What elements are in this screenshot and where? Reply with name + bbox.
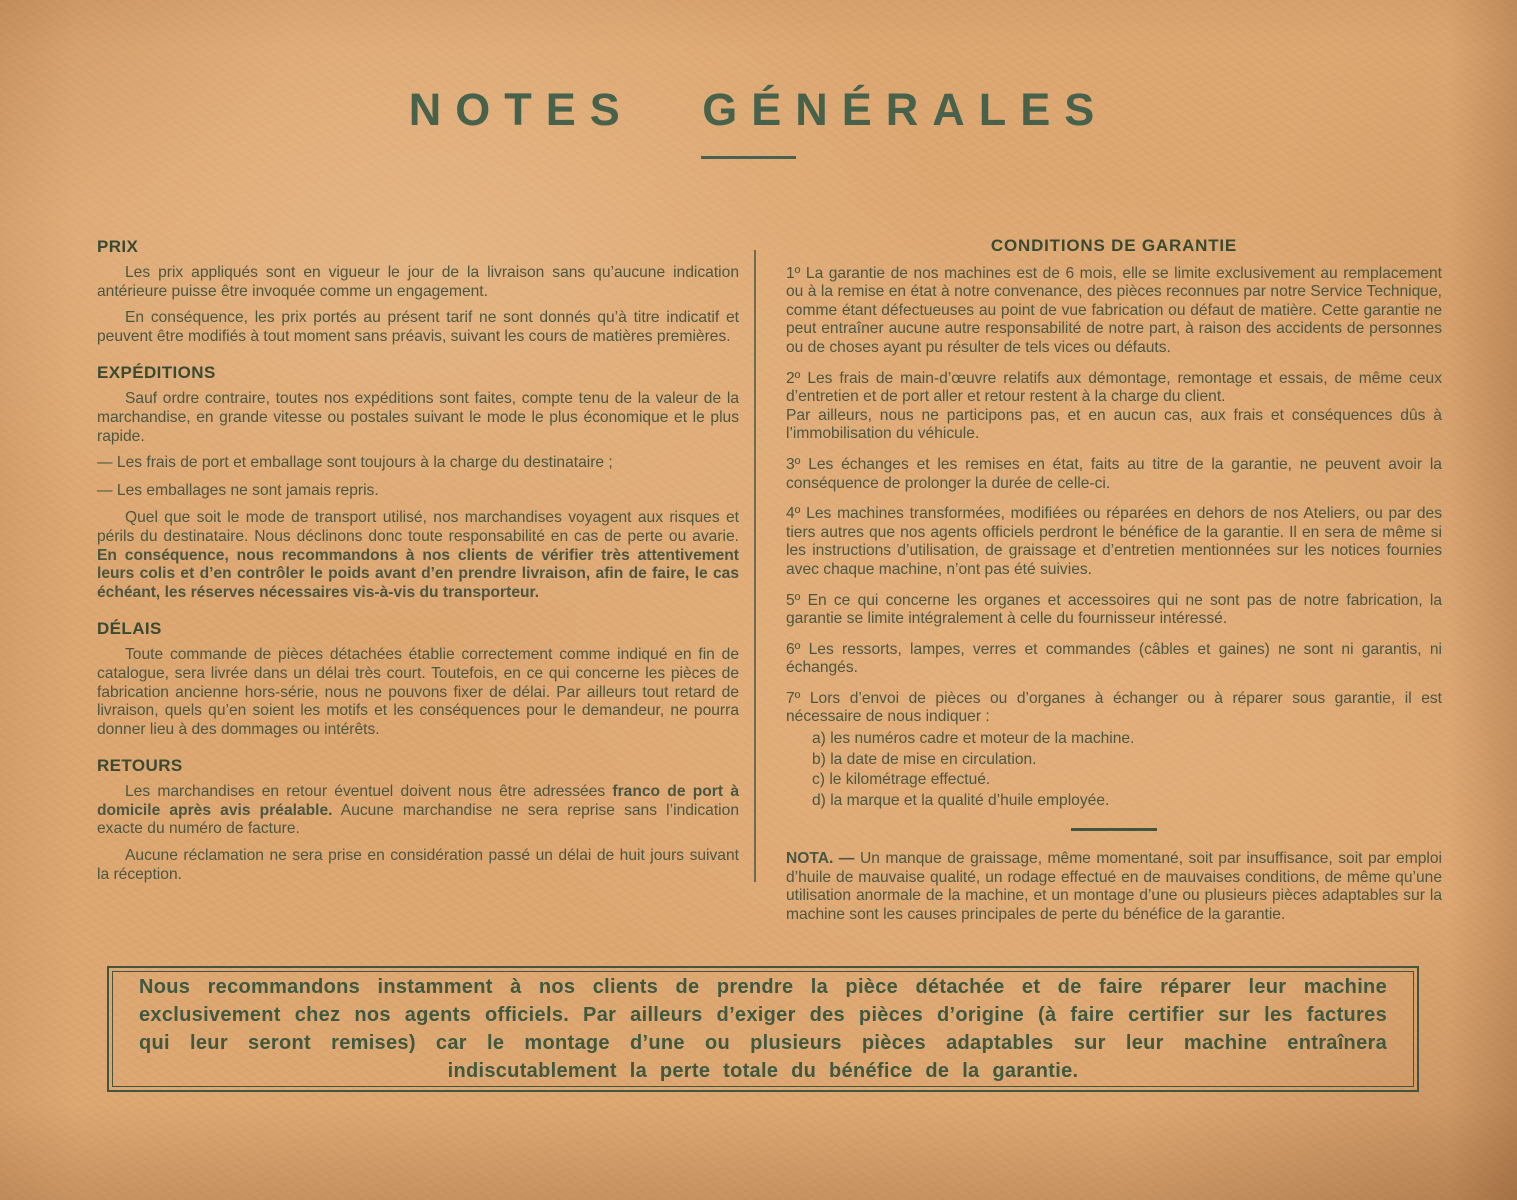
garantie-item-5 bbox=[786, 592, 1442, 629]
right-column bbox=[786, 237, 1442, 924]
item-text: Les ressorts, lampes, verres et commandes (câbles et gaines) ne sont ni garantis, ni échangés. bbox=[786, 640, 1442, 677]
garantie-item-1 bbox=[786, 265, 1442, 358]
item-number: 7º bbox=[786, 689, 801, 707]
garantie-item-4 bbox=[786, 505, 1442, 579]
nota-text: Un manque de graissage, même momentané, soit par insuffisance, soit par emploi d’huile de mauvaise qualité, un rodage effectué en de mauvaises conditions, de même qu’une utilisation anormale de la machine, et un montage d’une ou plusieurs pièces adaptables sur la machine sont les causes principales de perte du bénéfice de la garantie. bbox=[786, 850, 1442, 923]
item-number: 6º bbox=[786, 640, 801, 658]
item-text-continuation: Par ailleurs, nous ne participons pas, et en aucun cas, aux frais et conséquences dûs à l’immobilisation du véhicule. bbox=[786, 406, 1442, 443]
garantie-item-7-sublist bbox=[812, 729, 1442, 811]
section-heading-retours: RETOURS bbox=[97, 756, 183, 776]
dash-item: — Les frais de port et emballage sont toujours à la charge du destinataire ; bbox=[97, 454, 613, 472]
section-heading-prix: PRIX bbox=[97, 237, 139, 256]
paragraph-text: Aucune marchandise ne sera reprise sans l’indication exacte du numéro de facture. bbox=[97, 801, 739, 838]
page-title: NOTES GÉNÉRALES bbox=[408, 84, 1109, 135]
section-delais bbox=[97, 619, 739, 739]
paragraph: Toute commande de pièces détachées établie correctement comme indiqué en fin de catalogue, sera livrée dans un délai très court. Toutefois, en ce qui concerne les pièces de fabrication ancienne hors-série, nous ne pouvons fixer de délai. Par ailleurs tout retard de livraison, quels qu’en soient les motifs et les conséquences pour le demandeur, ne pourra donner lieu à des dommages ou intérêts. bbox=[97, 646, 739, 738]
garantie-item-6 bbox=[786, 641, 1442, 678]
section-heading-delais: DÉLAIS bbox=[97, 619, 162, 639]
item-text: Les machines transformées, modifiées ou réparées en dehors de nos Ateliers, ou par des tiers autres que nos agents officiels perdront le bénéfice de la garantie. Il en sera de même si les instructions d’utilisation, de graissage et d’entretien mentionnées sur les notices fournies avec chaque machine, n’ont pas été suivies. bbox=[786, 505, 1442, 578]
section-expeditions bbox=[97, 363, 739, 602]
paragraph-text: Les marchandises en retour éventuel doivent nous être adressées bbox=[125, 783, 613, 801]
footer-notice-text: Nous recommandons instamment à nos clients de prendre la pièce détachée et de faire réparer leur machine exclusivement chez nos agents officiels. Par ailleurs d’exiger des pièces d’origine (à faire certifier sur les factures qui leur seront remises) car le montage d’une ou plusieurs pièces adaptables sur leur machine entraînera indiscutablement la perte totale du bénéfice de la garantie. bbox=[139, 976, 1387, 1082]
item-text: Lors d’envoi de pièces ou d’organes à échanger ou à réparer sous garantie, il est nécessaire de nous indiquer : bbox=[786, 689, 1443, 726]
paragraph-text-bold: En conséquence, nous recommandons à nos clients de vérifier très attentivement leurs colis et d’en contrôler le poids avant d’en prendre livraison, afin de faire, le cas échéant, les réserves nécessaires vis-à-vis du transporteur. bbox=[97, 546, 739, 601]
paragraph-text: Quel que soit le mode de transport utilisé, nos marchandises voyagent aux risques et périls du destinataire. Nous déclinons donc toute responsabilité en cas de perte ou avarie. bbox=[97, 509, 739, 545]
item-text: Les échanges et les remises en état, faits au titre de la garantie, ne peuvent avoir la conséquence de prolonger la durée de celle-ci. bbox=[786, 455, 1442, 492]
paragraph: En conséquence, les prix portés au présent tarif ne sont donnés qu’à titre indicatif et peuvent être modifiés à tout moment sans préavis, suivant les cours de matières premières. bbox=[97, 309, 739, 345]
garantie-heading: CONDITIONS DE GARANTIE bbox=[990, 236, 1238, 255]
sublist-item-d: d) la marque et la qualité d’huile employée. bbox=[812, 791, 1110, 809]
item-number: 4º bbox=[786, 505, 801, 523]
section-retours bbox=[97, 756, 739, 884]
footer-notice-inner-border bbox=[112, 971, 1414, 1087]
sublist-item-a: a) les numéros cadre et moteur de la machine. bbox=[812, 730, 1135, 748]
garantie-item-3 bbox=[786, 456, 1442, 493]
paragraph bbox=[97, 783, 739, 839]
sublist-item-c: c) le kilométrage effectué. bbox=[812, 771, 991, 789]
item-number: 2º bbox=[786, 369, 801, 387]
item-text: En ce qui concerne les organes et accessoires qui ne sont pas de notre fabrication, la garantie se limite intégralement à celle du fournisseur intéressé. bbox=[786, 591, 1442, 628]
left-column bbox=[97, 237, 739, 901]
item-number: 3º bbox=[786, 455, 801, 473]
nota-divider-rule bbox=[1071, 828, 1157, 831]
nota-lead: NOTA. — bbox=[786, 850, 860, 868]
nota-paragraph bbox=[786, 850, 1442, 924]
garantie-item-7 bbox=[786, 690, 1442, 727]
paragraph: Les prix appliqués sont en vigueur le jour de la livraison sans qu’aucune indication antérieure puisse être invoquée comme un engagement. bbox=[97, 264, 739, 300]
garantie-item-2 bbox=[786, 370, 1442, 444]
paragraph: Aucune réclamation ne sera prise en considération passé un délai de huit jours suivant la réception. bbox=[97, 847, 739, 883]
item-number: 1º bbox=[786, 264, 801, 282]
title-underline bbox=[701, 156, 796, 159]
footer-notice-box bbox=[107, 966, 1419, 1092]
item-text: La garantie de nos machines est de 6 mois, elle se limite exclusivement au remplacement ou à la remise en état à notre convenance, des pièces reconnues par notre Service Technique, comme étant défectueuses au point de vue fabrication ou défaut de matière. Cette garantie ne peut entraîner aucune autre responsabilité de notre part, à raison des accidents de personnes ou de choses ayant pu résulter de tels vices ou défauts. bbox=[786, 264, 1442, 356]
paragraph: Sauf ordre contraire, toutes nos expéditions sont faites, compte tenu de la valeur de la marchandise, en grande vitesse ou postales suivant le mode le plus économique et le plus rapide. bbox=[97, 390, 739, 445]
dash-item: — Les emballages ne sont jamais repris. bbox=[97, 481, 379, 499]
column-divider-rule bbox=[754, 250, 756, 882]
item-number: 5º bbox=[786, 591, 801, 609]
item-text: Les frais de main-d’œuvre relatifs aux démontage, remontage et essais, de même ceux d’entretien et de port aller et retour restent à la charge du client. bbox=[786, 369, 1442, 406]
sublist-item-b: b) la date de mise en circulation. bbox=[812, 750, 1037, 768]
section-prix bbox=[97, 237, 739, 346]
paragraph-text-bold: franco de port à domicile après avis préalable. bbox=[97, 783, 739, 819]
paragraph bbox=[97, 509, 739, 602]
section-heading-expeditions: EXPÉDITIONS bbox=[97, 363, 216, 383]
